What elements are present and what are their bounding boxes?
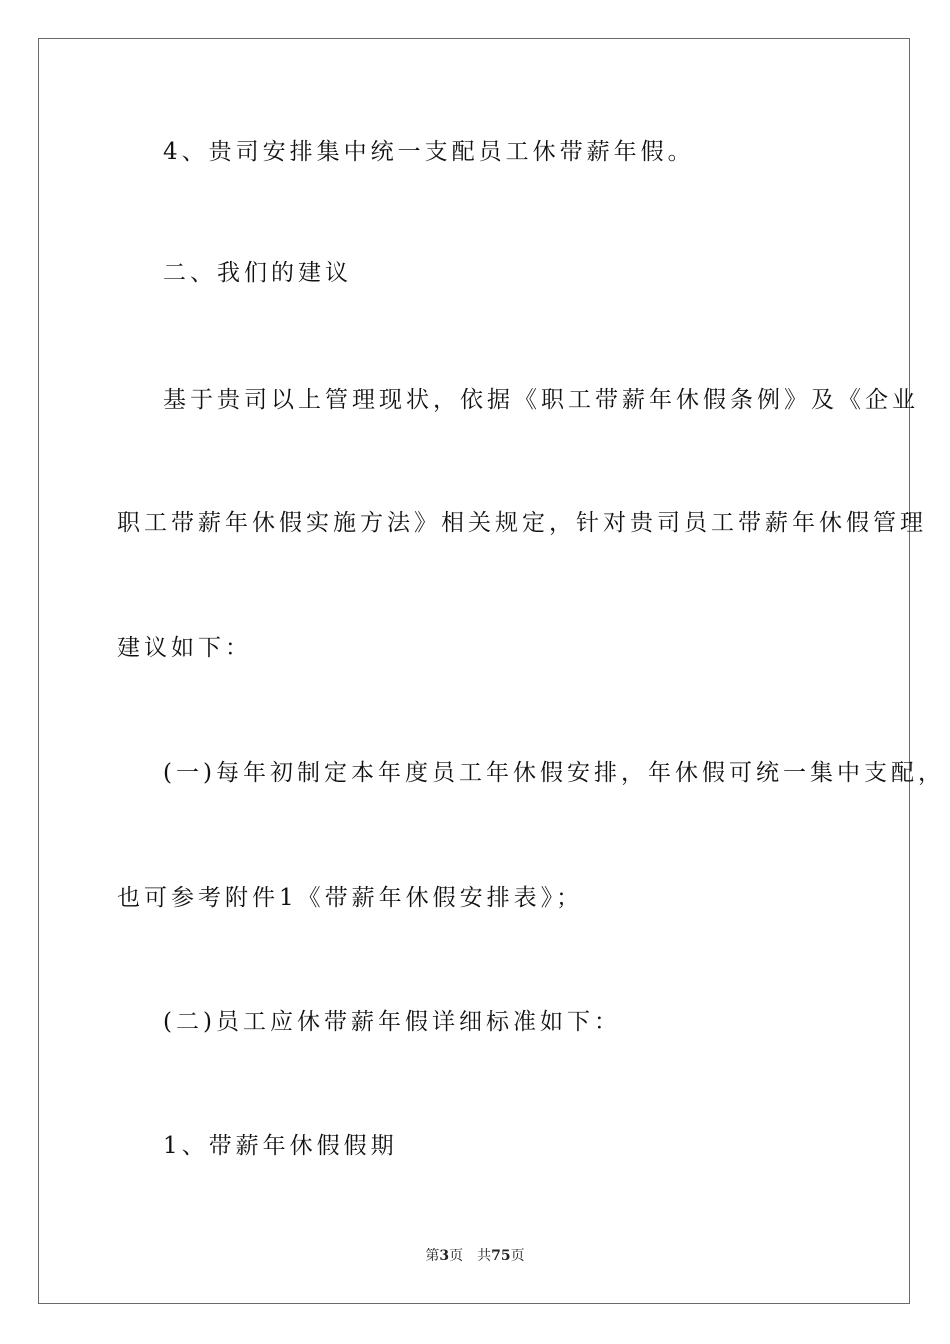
paragraph-subitem-1: 1、带薪年休假假期 <box>163 1133 398 1159</box>
footer-total-suffix: 页 <box>510 1248 525 1264</box>
paragraph-item-one-line-1: (一)每年初制定本年度员工年休假安排，年休假可统一集中支配， <box>163 760 945 786</box>
page-footer <box>0 1246 950 1266</box>
paragraph-basis-line-1: 基于贵司以上管理现状，依据《职工带薪年休假条例》及《企业 <box>163 387 919 413</box>
page-border <box>38 38 910 1304</box>
section-heading-suggestions: 二、我们的建议 <box>163 260 352 286</box>
paragraph-basis-line-2: 职工带薪年休假实施方法》相关规定，针对贵司员工带薪年休假管理 <box>117 510 927 536</box>
paragraph-item-4: 4、贵司安排集中统一支配员工休带薪年假。 <box>163 139 695 165</box>
footer-page-number: 3 <box>439 1248 450 1264</box>
paragraph-item-two: (二)员工应休带薪年假详细标准如下： <box>163 1009 621 1035</box>
footer-page-prefix: 第 <box>425 1248 440 1264</box>
footer-page-suffix: 页 <box>449 1248 464 1264</box>
footer-total-prefix: 共 <box>477 1248 492 1264</box>
paragraph-item-one-line-2: 也可参考附件1《带薪年休假安排表》； <box>117 885 584 911</box>
footer-total-pages: 75 <box>491 1248 511 1264</box>
paragraph-basis-line-3: 建议如下： <box>117 635 252 661</box>
